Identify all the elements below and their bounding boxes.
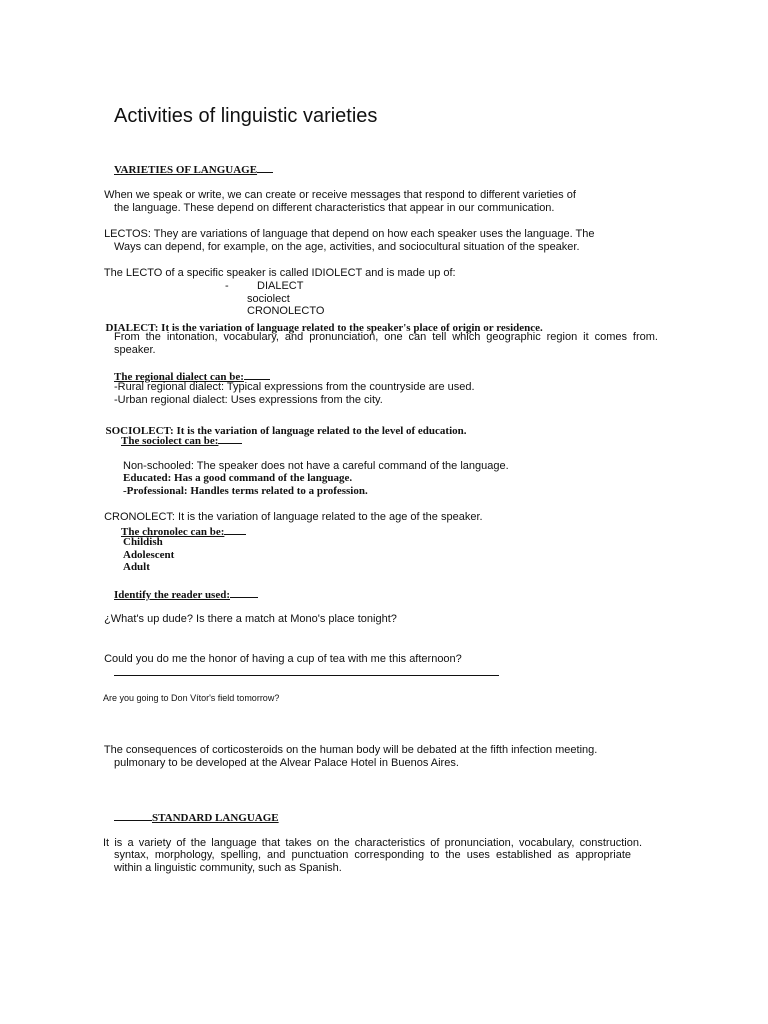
bullet-paragraph (90, 228, 595, 241)
professional-item: -Professional: Handles terms related to a profession. (123, 485, 368, 497)
list-item-cronolecto: CRONOLECTO (247, 305, 325, 317)
cronolect-text: CRONOLECT: It is the variation of language related to the age of the speaker. (104, 511, 483, 523)
identify-question (90, 613, 397, 626)
rural-dialect-item: -Rural regional dialect: Typical expressions from the countryside are used. (114, 381, 475, 393)
paragraph-continuation: Ways can depend, for example, on the age, activities, and sociocultural situation of the speaker. (114, 241, 580, 253)
list-item-sociolect: sociolect (247, 293, 290, 305)
age-item-childish: Childish (123, 536, 163, 548)
paragraph-text: When we speak or write, we can create or receive messages that respond to different varieties of (104, 189, 576, 201)
dialect-paragraph: From the intonation, vocabulary, and pronunciation, one can tell which geographic region it comes from. (114, 331, 658, 343)
varieties-heading (114, 162, 273, 177)
question-text: The consequences of corticosteroids on the human body will be debated at the fifth infection meeting. (103, 744, 598, 756)
cronolect-paragraph (90, 511, 483, 524)
standard-paragraph-continuation: syntax, morphology, spelling, and punctuation corresponding to the uses established as appropriate (114, 849, 631, 861)
educated-item: Educated: Has a good command of the language. (123, 472, 353, 484)
identify-question (90, 653, 462, 666)
list-item-dialect: DIALECT (257, 280, 304, 292)
subheading-text: The sociolect can be: (121, 435, 219, 447)
identify-heading-text: Identify the reader used: (114, 589, 231, 601)
heading-underline-blank (257, 162, 273, 173)
sociolect-heading-text: SOCIOLECT: It is the variation of language related to the level of education. (105, 425, 467, 437)
bullet-paragraph (90, 267, 456, 280)
identify-heading (114, 587, 258, 602)
identify-underline-blank (230, 587, 258, 598)
page-title: Activities of linguistic varieties (114, 105, 378, 127)
paragraph-text: The LECTO of a specific speaker is called IDIOLECT and is made up of: (103, 267, 456, 279)
bullet-paragraph (90, 189, 576, 202)
question-continuation: pulmonary to be developed at the Alvear Palace Hotel in Buenos Aires. (114, 757, 459, 769)
standard-heading (114, 810, 279, 825)
non-schooled-item: Non-schooled: The speaker does not have a careful command of the language. (123, 460, 509, 472)
paragraph-continuation: the language. These depend on different characteristics that appear in our communication. (114, 202, 555, 214)
standard-paragraph-continuation: within a linguistic community, such as Spanish. (114, 862, 342, 874)
question-text: Could you do me the honor of having a cup of tea with me this afternoon? (104, 653, 462, 665)
heading-underline-blank (114, 810, 152, 821)
urban-dialect-item: -Urban regional dialect: Uses expressions from the city. (114, 394, 383, 406)
list-dash: - (225, 280, 229, 292)
dialect-heading-text: DIALECT: It is the variation of language related to the speaker's place of origin or residence. (105, 322, 543, 334)
age-item-adolescent: Adolescent (123, 549, 175, 561)
varieties-heading-text: VARIETIES OF LANGUAGE (114, 164, 258, 176)
question-text: ¿What's up dude? Is there a match at Mono's place tonight? (104, 613, 397, 625)
paragraph-text: LECTOS: They are variations of language that depend on how each speaker uses the language. The (104, 228, 595, 240)
answer-line (114, 675, 499, 676)
identify-question (90, 692, 279, 705)
standard-heading-text: STANDARD LANGUAGE (152, 812, 279, 824)
age-item-adult: Adult (123, 561, 150, 573)
subheading-underline-blank (218, 433, 242, 444)
subheading-text: The regional dialect can be: (114, 371, 244, 383)
subheading-text: The chronolec can be: (121, 526, 225, 538)
standard-text: It is a variety of the language that takes on the characteristics of pronunciation, vocabulary, construction. (103, 837, 642, 849)
subheading-underline-blank (224, 524, 246, 535)
subheading-underline-blank (244, 369, 270, 380)
dialect-paragraph-continuation: speaker. (114, 344, 156, 356)
sociolect-subheading (121, 433, 242, 448)
identify-question (90, 744, 597, 757)
question-text: Are you going to Don Vítor's field tomorrow? (103, 693, 280, 703)
